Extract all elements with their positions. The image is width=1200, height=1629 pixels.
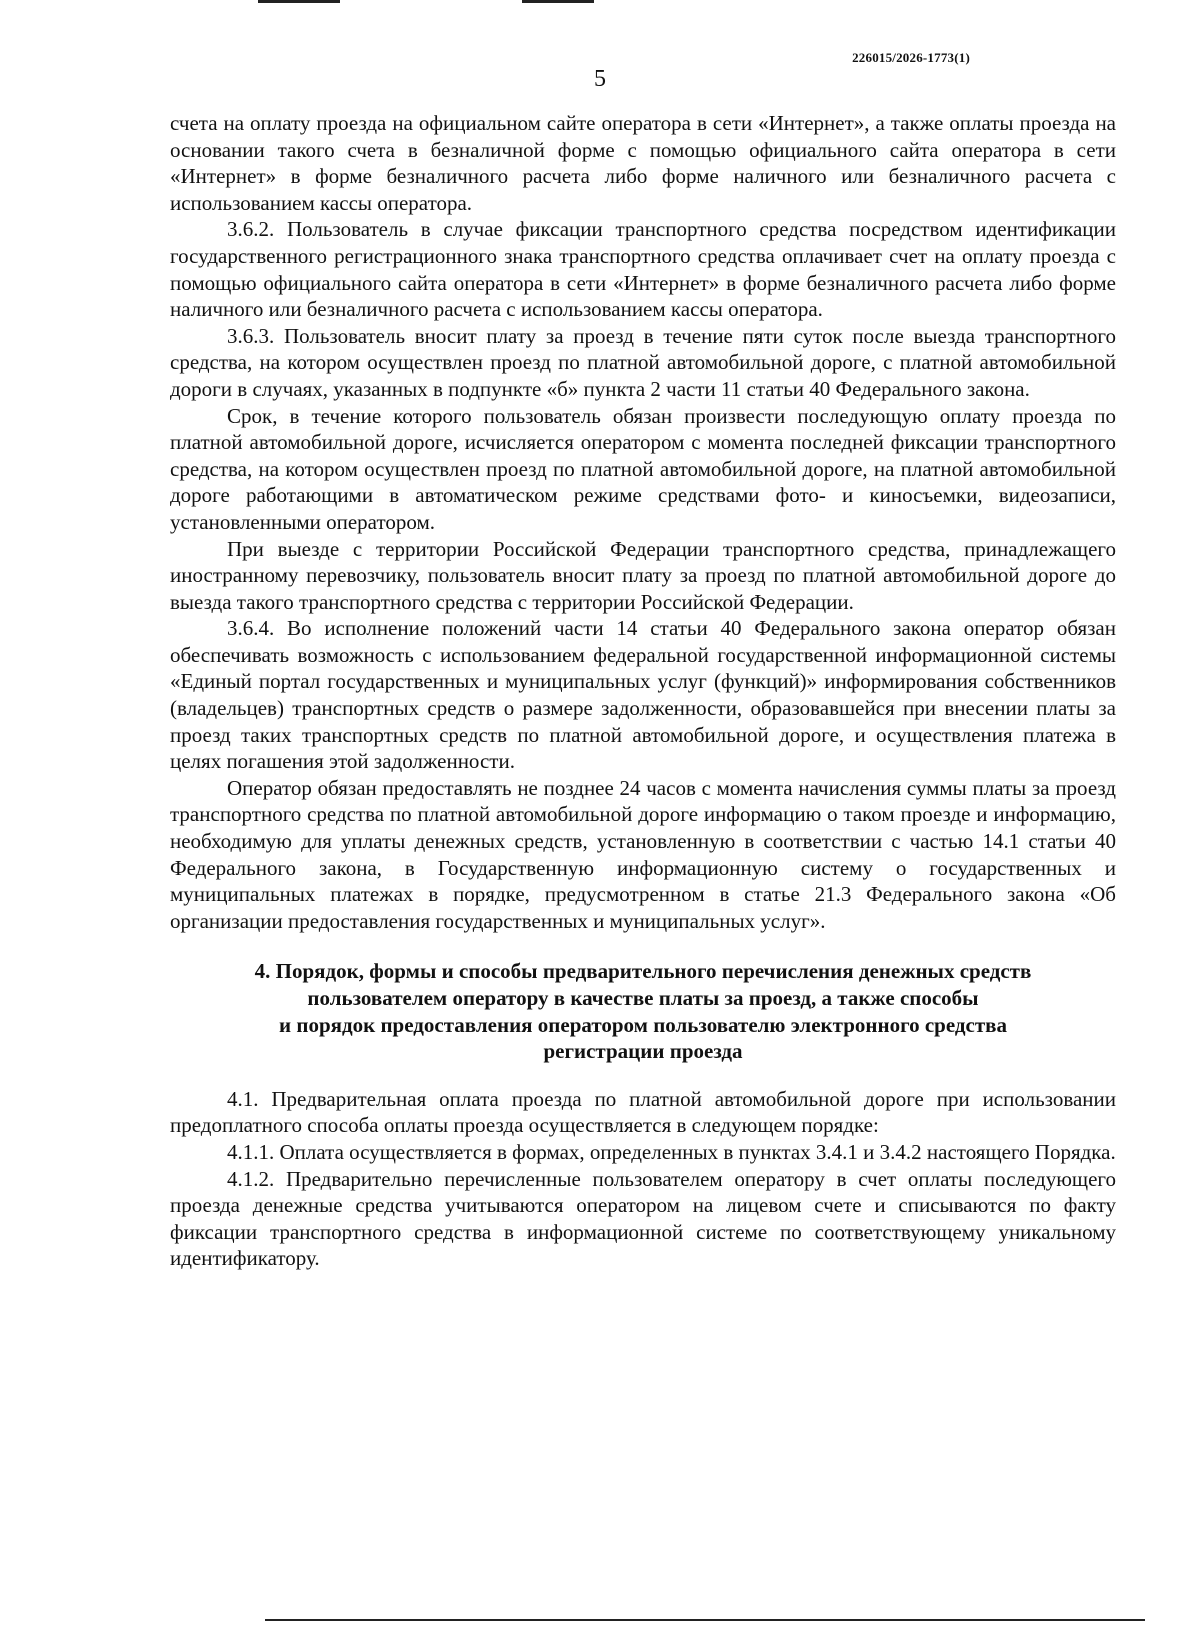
paragraph: счета на оплату проезда на официальном сайте оператора в сети «Интернет», а также оплаты проезда на основании такого счета в безналичной форме с помощью официального сайта оператора в сети «Интернет» в форме безналичного расчета либо форме наличного или безналичного расчета с использованием кассы оператора.	[170, 111, 1116, 215]
scan-artifact-top-left	[258, 0, 340, 3]
scan-artifact-top-right	[522, 0, 594, 3]
paragraph-3-6-3: 3.6.3. Пользователь вносит плату за проезд в течение пяти суток после выезда транспортного средства, на котором осуществлен проезд по платной автомобильной дороге, с платной автомобильной дороги в случаях, указанных в подпункте «б» пункта 2 части 11 статьи 40 Федерального закона.	[170, 323, 1116, 401]
section-4-heading	[170, 958, 1116, 1064]
paragraph-3-6-2: 3.6.2. Пользователь в случае фиксации транспортного средства посредством идентификации государственного регистрационного знака транспортного средства оплачивает счет на оплату проезда с помощью официального сайта оператора в сети «Интернет» в форме безналичного расчета либо форме наличного или безналичного расчета с использованием кассы оператора.	[170, 217, 1116, 322]
heading-line: и порядок предоставления оператором пользователю электронного средства	[279, 1012, 1007, 1037]
page-number: 5	[594, 66, 606, 92]
paragraph-deadline: Срок, в течение которого пользователь обязан произвести последующую оплату проезда по платной автомобильной дороге, исчисляется оператором с момента последней фиксации транспортного средства, на котором осуществлен проезд по платной автомобильной дороге, на платной автомобильной дороге работающими в автоматическом режиме средствами фото- и киносъемки, видеозаписи, установленными оператором.	[170, 403, 1116, 534]
paragraph-3-6-4: 3.6.4. Во исполнение положений части 14 статьи 40 Федерального закона оператор обязан обеспечивать возможность с использованием федеральной государственной информационной системы «Единый портал государственных и муниципальных услуг (функций)» информирования собственников (владельцев) транспортных средств о размере задолженности, образовавшейся при внесении платы за проезд таких транспортных средств по платной автомобильной дороге, и осуществления платежа в целях погашения этой задолженности.	[170, 616, 1116, 774]
heading-line: 4. Порядок, формы и способы предварительного перечисления денежных средств	[254, 959, 1032, 984]
document-body	[170, 110, 1116, 1272]
scan-artifact-bottom	[265, 1619, 1145, 1621]
paragraph-4-1: 4.1. Предварительная оплата проезда по платной автомобильной дороге при использовании предоплатного способа оплаты проезда осуществляется в следующем порядке:	[170, 1086, 1116, 1138]
heading-line: регистрации проезда	[543, 1039, 743, 1064]
paragraph-operator-obligation: Оператор обязан предоставлять не позднее 24 часов с момента начисления суммы платы за проезд транспортного средства по платной автомобильной дороге информацию о таком проезде и информацию, необходимую для уплаты денежных средств, установленную в соответствии с частью 14.1 статьи 40 Федерального закона, в Государственную информационную систему о государственных и муниципальных платежах в порядке, предусмотренном в статье 21.3 Федерального закона «Об организации предоставления государственных и муниципальных услуг».	[170, 775, 1116, 933]
heading-line: пользователем оператору в качестве платы за проезд, а также способы	[307, 986, 979, 1010]
paragraph-foreign-carrier: При выезде с территории Российской Федерации транспортного средства, принадлежащего иностранному перевозчику, пользователь вносит плату за проезд по платной автомобильной дороге до выезда такого транспортного средства с территории Российской Федерации.	[170, 536, 1116, 614]
document-id: 226015/2026-1773(1)	[852, 50, 970, 65]
paragraph-4-1-2: 4.1.2. Предварительно перечисленные пользователем оператору в счет оплаты последующего проезда денежные средства учитываются оператором на лицевом счете и списываются по факту фиксации транспортного средства в информационной системе по соответствующему уникальному идентификатору.	[170, 1166, 1116, 1271]
paragraph-4-1-1: 4.1.1. Оплата осуществляется в формах, определенных в пунктах 3.4.1 и 3.4.2 настоящего Порядка.	[227, 1139, 1116, 1164]
